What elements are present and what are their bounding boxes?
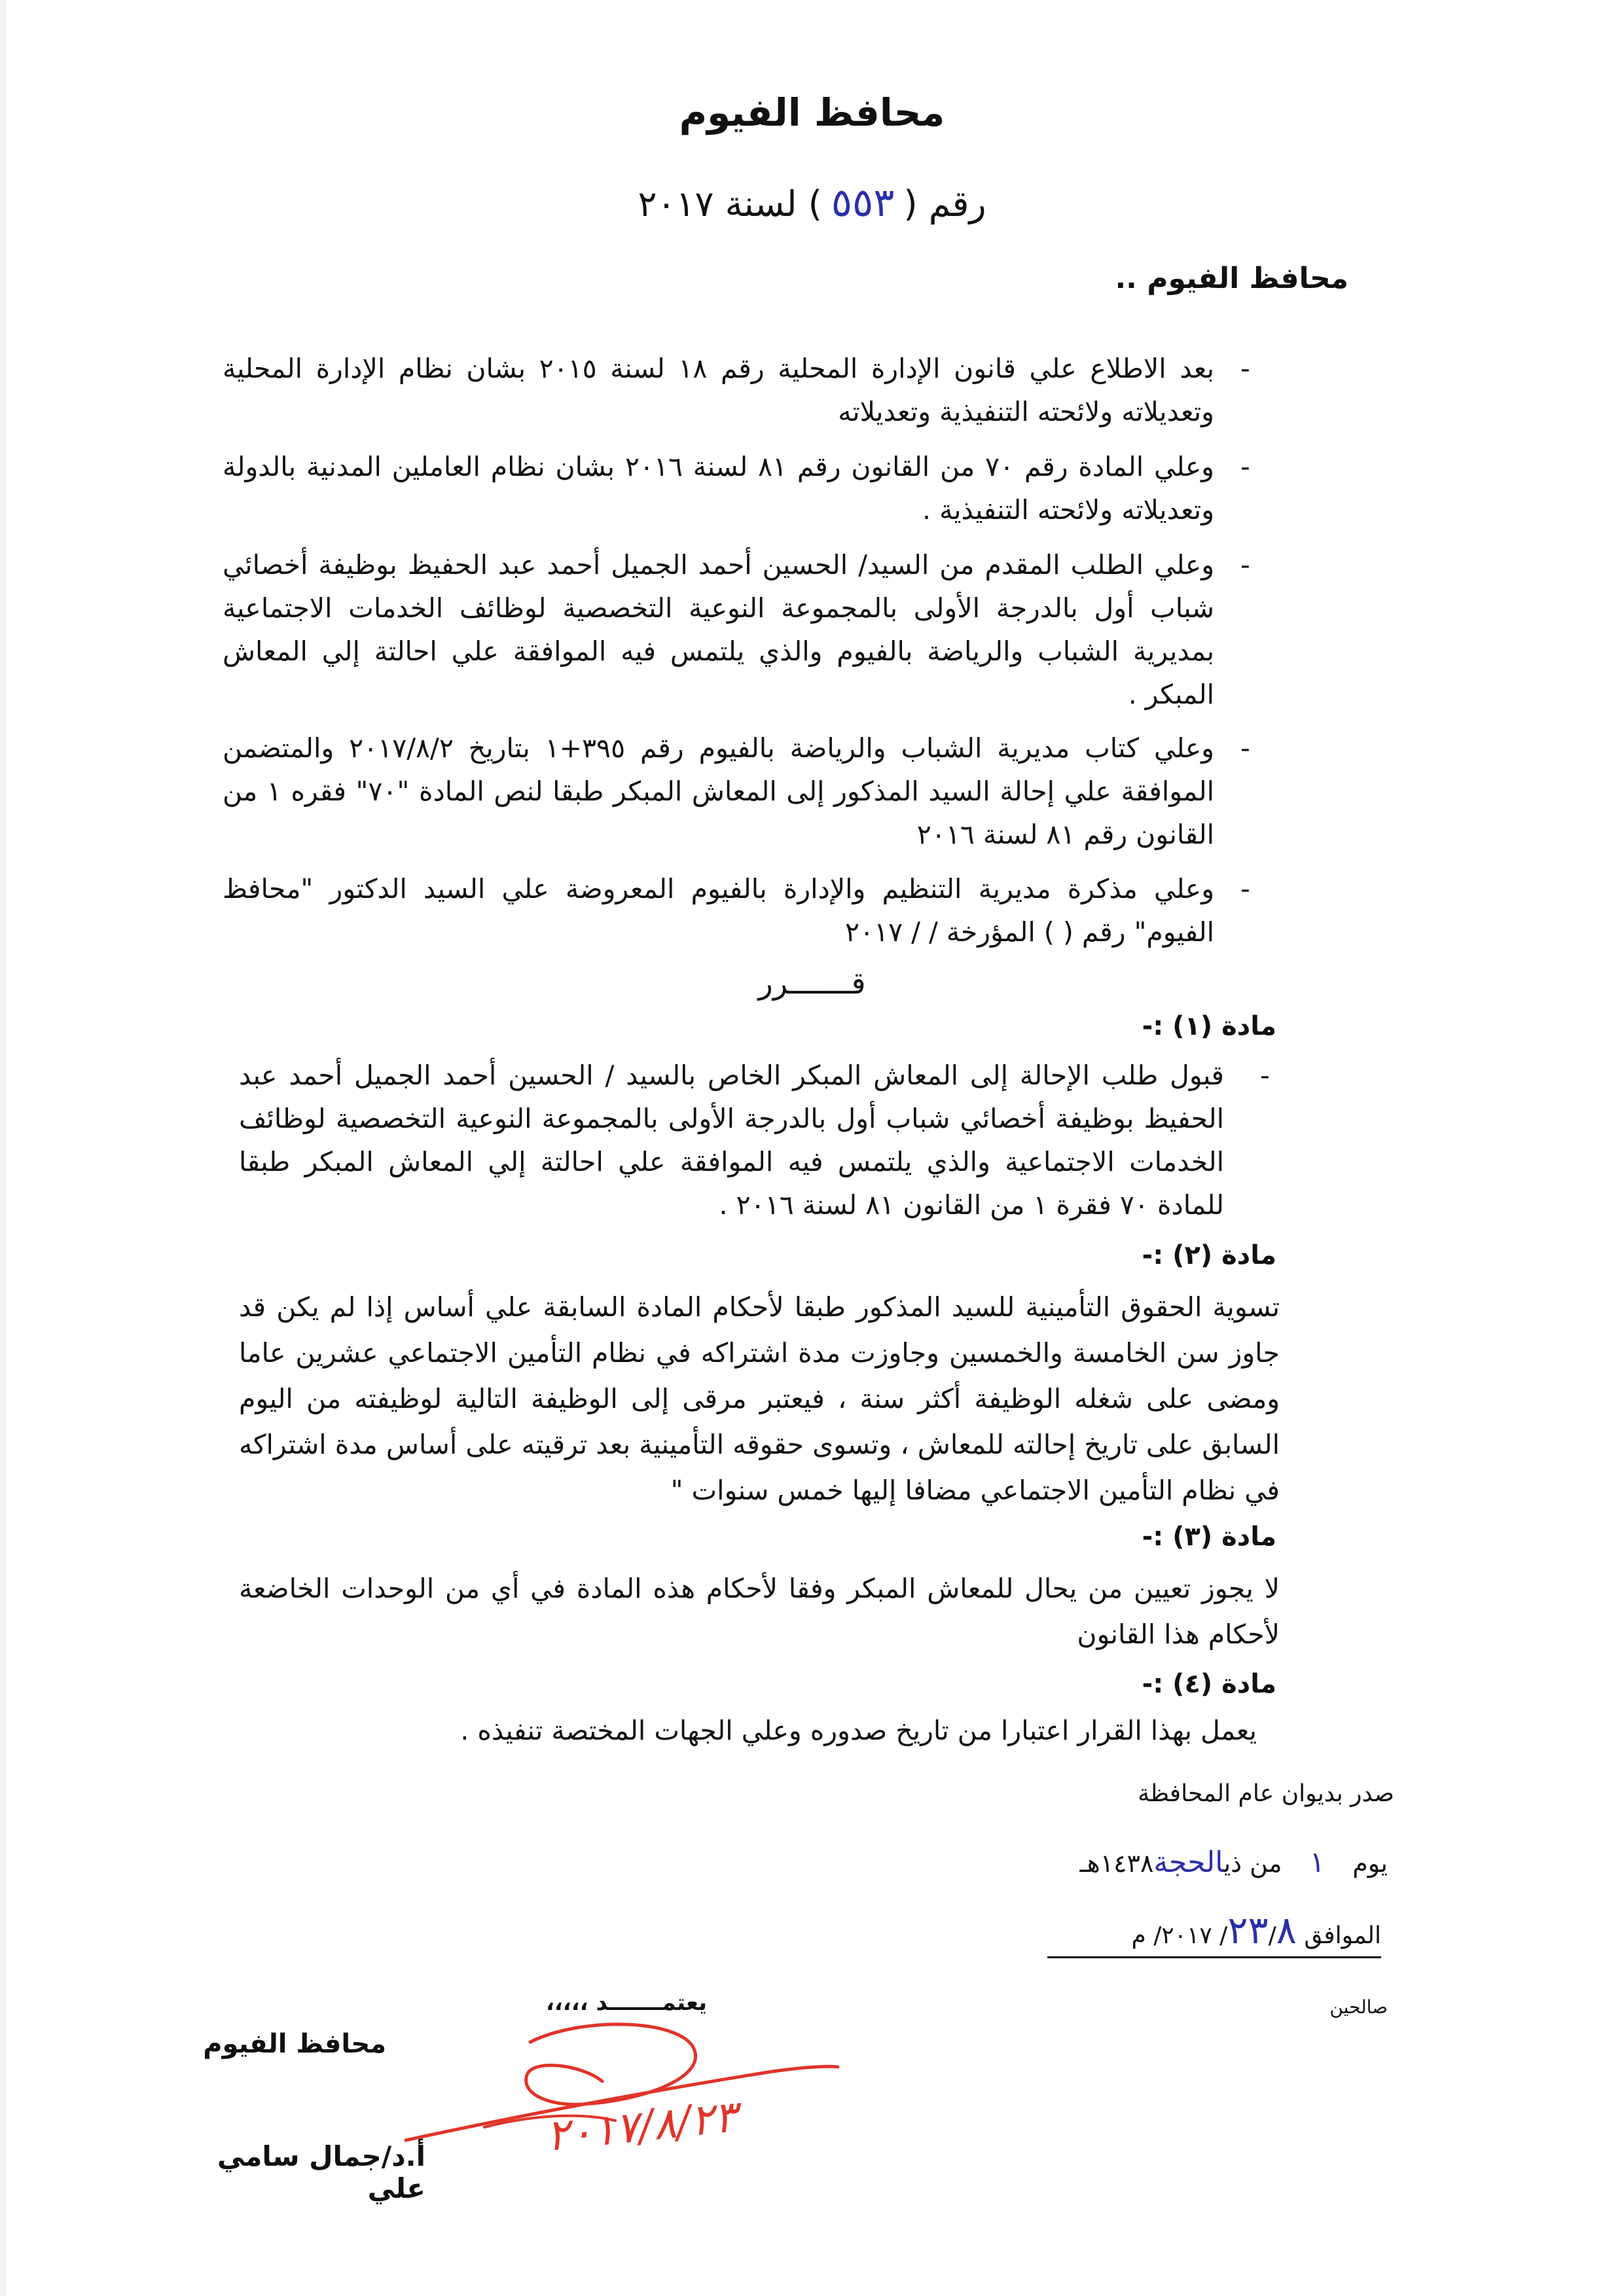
article-1-text: قبول طلب الإحالة إلى المعاش المبكر الخاص بالسيد / الحسين أحمد الجميل أحمد عبد الحفيظ بوظيفة أخصائي شباب أول بالدرجة الأولى بالمجموعة النوعية التخصصية لوظائف الخدمات الاجتماعية والذي يلتمس فيه الموافقة علي احالتة إلي المعاش المبكر طبقا للمادة ٧٠ فقرة ١ من القانون ٨١ لسنة ٢٠١٦ . xyxy=(239,1060,1224,1221)
recital-1: بعد الاطلاع علي قانون الإدارة المحلية رقم ١٨ لسنة ٢٠١٥ بشان نظام الإدارة المحلية وتعديلاته ولائحته التنفيذية وتعديلاته xyxy=(223,353,1214,427)
bullet-marker: - xyxy=(1240,549,1250,581)
hijri-year: ١٤٣٨هـ xyxy=(1079,1849,1154,1878)
signatory-name: أ.د/جمال سامي علي xyxy=(217,2140,425,2204)
decree-number: ٥٥٣ xyxy=(831,180,895,226)
greg-year: ٢٠١٧/ م xyxy=(1131,1922,1212,1949)
gregorian-date-line xyxy=(1047,1908,1381,1958)
day-value: ١ xyxy=(1309,1846,1326,1879)
issued-at: صدر بديوان عام المحافظة xyxy=(1138,1780,1394,1807)
article-2-text: تسوية الحقوق التأمينية للسيد المذكور طبقا لأحكام المادة السابقة علي أساس إذا لم يكن قد جاوز سن الخامسة والخمسين وجاوزت مدة اشتراكه في نظام التأمين الاجتماعي عشرين عاما ومضى على شغله الوظيفة أكثر سنة ، فيعتبر مرقى إلى الوظيفة التالية لوظيفته من اليوم السابق على تاريخ إحالته للمعاش ، وتسوى حقوقه التأمينية بعد ترقيته على أساس مدة اشتراكه في نظام التأمين الاجتماعي مضافا إليها خمس سنوات " xyxy=(239,1291,1280,1506)
bullet-marker: - xyxy=(1240,873,1250,905)
recital-2: وعلي المادة رقم ٧٠ من القانون رقم ٨١ لسنة ٢٠١٦ بشان نظام العاملين المدنية بالدولة وتعديلاته ولائحته التنفيذية . xyxy=(223,451,1214,526)
bullet-marker: - xyxy=(1260,1060,1270,1091)
decree-year: لسنة ٢٠١٧ xyxy=(638,183,797,224)
bullet-marker: - xyxy=(1240,451,1250,482)
page-title: محافظ الفيوم xyxy=(679,90,945,135)
article-3-text: لا يجوز تعيين من يحال للمعاش المبكر وفقا لأحكام هذه المادة في أي من الوحدات الخاضعة لأحكام هذا القانون xyxy=(239,1573,1280,1650)
addressee: محافظ الفيوم .. xyxy=(1115,262,1348,295)
month-handwritten: الحجة xyxy=(1153,1846,1224,1879)
decision-heading: قـــــــرر xyxy=(758,965,866,1001)
scan-edge xyxy=(0,0,7,2296)
date-slash: / xyxy=(1268,1922,1276,1949)
article-1-label: مادة (١) :- xyxy=(1142,1011,1276,1041)
decree-label: رقم xyxy=(928,183,986,224)
hijri-date-line xyxy=(949,1846,1388,1879)
signatory-title: محافظ الفيوم xyxy=(203,2029,386,2059)
article-3-label: مادة (٣) :- xyxy=(1142,1522,1276,1552)
article-4-label: مادة (٤) :- xyxy=(1142,1669,1276,1699)
decree-number-line xyxy=(0,180,1624,226)
close-paren: ) xyxy=(808,183,822,224)
handwritten-date: ٢٠١٧/٨/٢٣ xyxy=(543,2090,740,2162)
open-paren: ( xyxy=(903,183,918,224)
article-4-text: يعمل بهذا القرار اعتبارا من تاريخ صدوره وعلي الجهات المختصة تنفيذه . xyxy=(460,1715,1257,1746)
recital-5: وعلي مذكرة مديرية التنظيم والإدارة بالفيوم المعروضة علي السيد الدكتور "محافظ الفيوم" رقم ( ) المؤرخة / / ٢٠١٧ xyxy=(223,873,1214,948)
bullet-marker: - xyxy=(1240,732,1250,764)
article-2-label: مادة (٢) :- xyxy=(1142,1240,1276,1270)
greg-day: ٢٣ xyxy=(1227,1908,1269,1952)
bullet-marker: - xyxy=(1240,353,1250,384)
greg-month: ٨ xyxy=(1276,1908,1297,1952)
clerk-note: صالحين xyxy=(1329,1996,1388,2018)
corresponding-label: الموافق xyxy=(1304,1922,1381,1949)
date-slash: / xyxy=(1219,1922,1228,1949)
day-label: يوم xyxy=(1352,1849,1388,1878)
approval-text: يعتمـــــــد ،،،،، xyxy=(545,1990,707,2016)
recital-4: وعلي كتاب مديرية الشباب والرياضة بالفيوم رقم ٣٩٥+١ بتاريخ ٢٠١٧/٨/٢ والمتضمن الموافقة علي إحالة السيد المذكور إلى المعاش المبكر طبقا لنص المادة "٧٠" فقره ١ من القانون رقم ٨١ لسنة ٢٠١٦ xyxy=(223,732,1214,850)
recital-3: وعلي الطلب المقدم من السيد/ الحسين أحمد الجميل أحمد عبد الحفيظ بوظيفة أخصائي شباب أول بالدرجة الأولى بالمجموعة النوعية التخصصية لوظائف الخدمات الاجتماعية بمديرية الشباب والرياضة بالفيوم والذي يلتمس فيه الموافقة علي احالتة إلي المعاش المبكر . xyxy=(223,549,1214,710)
month-prefix: من ذي xyxy=(1223,1849,1282,1878)
